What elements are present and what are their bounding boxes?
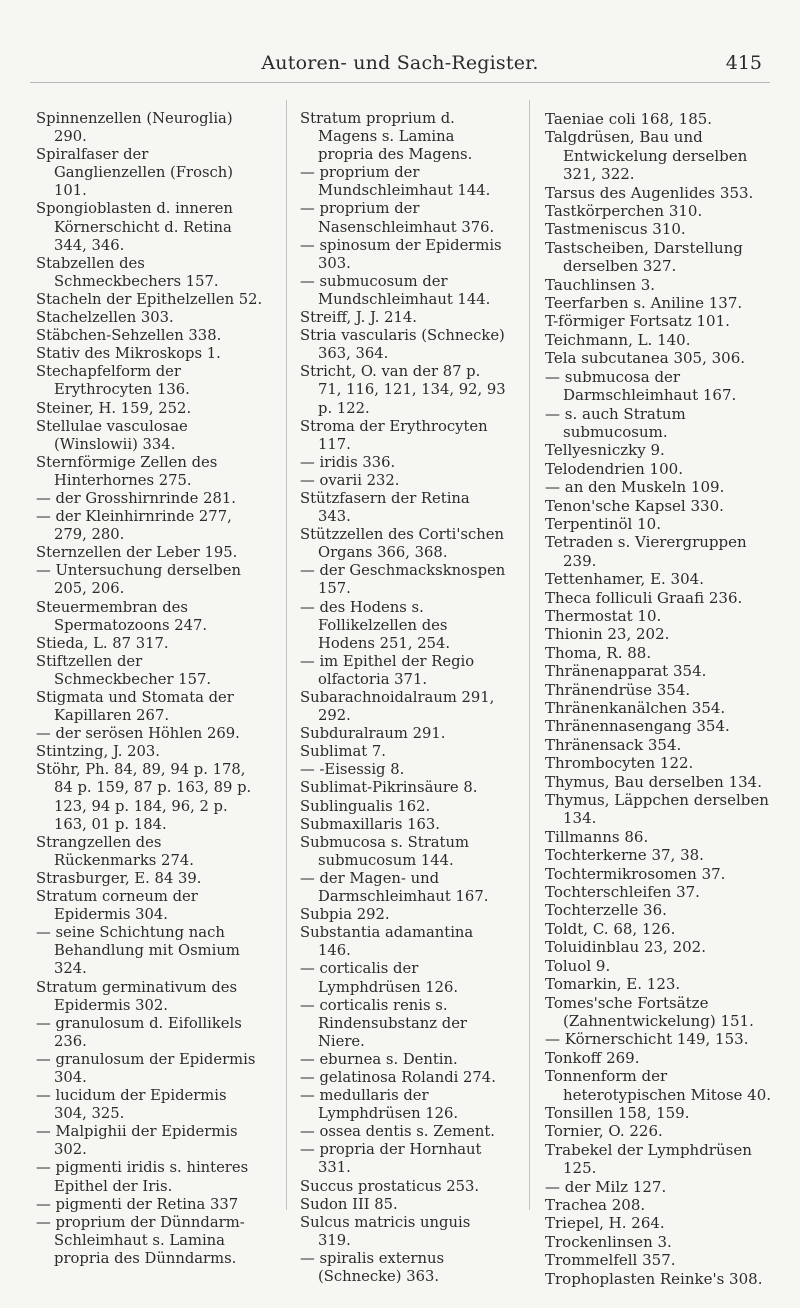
column-divider [286, 100, 287, 1210]
index-entry: — pigmenti iridis s. hinteres Epithel der Iris. [36, 1159, 249, 1195]
index-entry: Stützfasern der Retina 343. [300, 489, 470, 526]
index-entry: — submucosa der Darmschleimhaut 167. [545, 367, 737, 405]
index-entry: Tastkörperchen 310. [545, 202, 703, 221]
index-entry: Tauchlinsen 3. [545, 275, 656, 294]
index-entry: Thränendrüse 354. [545, 680, 691, 699]
index-entry: Tochterkerne 37, 38. [545, 846, 704, 865]
index-entry: Stratum germinativum des Epidermis 302. [36, 978, 238, 1014]
index-entry: Sublimat-Pikrinsäure 8. [300, 779, 478, 797]
index-entry: — proprium der Dünndarm-Schleimhaut s. Lamina propria des Dünndarms. [36, 1213, 245, 1267]
index-entry: — proprium der Nasenschleimhaut 376. [300, 200, 495, 236]
index-entry: Strasburger, E. 84 39. [36, 869, 202, 887]
index-entry: Trophoplasten Reinke's 308. [545, 1269, 763, 1288]
header-divider [30, 82, 770, 83]
page-number: 415 [725, 52, 762, 74]
index-entry: — iridis 336. [300, 453, 396, 471]
index-entry: Theca folliculi Graafi 236. [545, 588, 743, 607]
index-entry: — der Milz 127. [545, 1177, 667, 1196]
index-entry: — medullaris der Lymphdrüsen 126. [300, 1087, 459, 1123]
index-column-2 [300, 110, 506, 1286]
index-entry: Stria vascularis (Schnecke) 363, 364. [300, 327, 505, 363]
index-entry: — der serösen Höhlen 269. [36, 725, 240, 743]
index-entry: Stieda, L. 87 317. [36, 634, 169, 652]
index-entry: Spinnenzellen (Neuroglia) 290. [36, 110, 233, 146]
index-entry: Submaxillaris 163. [300, 815, 440, 833]
index-column-3 [545, 110, 775, 1288]
index-entry: Steiner, H. 159, 252. [36, 399, 192, 417]
index-entry: Trockenlinsen 3. [545, 1232, 672, 1251]
index-entry: Stativ des Mikroskops 1. [36, 345, 221, 363]
index-entry: Stachelzellen 303. [36, 309, 174, 327]
index-entry: Succus prostaticus 253. [300, 1177, 480, 1195]
index-entry: — im Epithel der Regio olfactoria 371. [300, 652, 475, 688]
index-entry: T-förmiger Fortsatz 101. [545, 312, 730, 331]
index-entry: — lucidum der Epidermis 304, 325. [36, 1087, 227, 1123]
index-entry: — gelatinosa Rolandi 274. [300, 1068, 496, 1086]
index-entry: Tornier, O. 226. [545, 1122, 663, 1141]
index-entry: Telodendrien 100. [545, 459, 683, 478]
column-divider [529, 100, 530, 1210]
index-entry: Stabzellen des Schmeckbechers 157. [36, 254, 219, 290]
index-entry: Tomes'sche Fortsätze (Zahnentwickelung) 151. [545, 993, 754, 1030]
index-entry: Strangzellen des Rückenmarks 274. [36, 833, 194, 869]
index-entry: Sublimat 7. [300, 743, 386, 761]
index-entry: Stratum corneum der Epidermis 304. [36, 888, 198, 924]
index-entry: — ovarii 232. [300, 471, 400, 489]
index-entry: — Körnerschicht 149, 153. [545, 1030, 749, 1049]
index-entry: Tenon'sche Kapsel 330. [545, 496, 724, 515]
index-entry: — granulosum der Epidermis 304. [36, 1050, 256, 1086]
index-entry: Stöhr, Ph. 84, 89, 94 p. 178, 84 p. 159, 87 p. 163, 89 p. 123, 94 p. 184, 96, 2 p. 163, 01 p. 184. [36, 761, 252, 833]
index-entry: Teichmann, L. 140. [545, 330, 691, 349]
index-entry: Thymus, Bau derselben 134. [545, 772, 762, 791]
index-entry: Tochterschleifen 37. [545, 883, 700, 902]
index-entry: Teerfarben s. Aniline 137. [545, 294, 743, 313]
index-entry: Tonnenform der heterotypischen Mitose 40. [545, 1067, 772, 1104]
index-entry: Stacheln der Epithelzellen 52. [36, 290, 263, 308]
index-entry: Trachea 208. [545, 1195, 646, 1214]
index-entry: — eburnea s. Dentin. [300, 1050, 458, 1068]
index-entry: Trabekel der Lymphdrüsen 125. [545, 1140, 752, 1178]
index-entry: — proprium der Mundschleimhaut 144. [300, 164, 491, 200]
index-entry: Spiralfaser der Ganglienzellen (Frosch) 101. [36, 146, 234, 200]
index-entry: — -Eisessig 8. [300, 761, 405, 779]
index-entry: — der Kleinhirnrinde 277, 279, 280. [36, 508, 232, 544]
index-entry: Tettenhamer, E. 304. [545, 570, 704, 589]
index-entry: — granulosum d. Eifollikels 236. [36, 1014, 242, 1050]
index-entry: Trommelfell 357. [545, 1251, 676, 1270]
index-entry: Subarachnoidalraum 291, 292. [300, 689, 495, 725]
index-entry: — pigmenti der Retina 337 [36, 1195, 239, 1213]
index-entry: — propria der Hornhaut 331. [300, 1141, 482, 1177]
index-entry: Stiftzellen der Schmeckbecher 157. [36, 652, 212, 688]
index-entry: Tellyesniczky 9. [545, 441, 665, 460]
index-entry: — Untersuchung derselben 205, 206. [36, 562, 241, 598]
index-entry: Thrombocyten 122. [545, 754, 694, 773]
index-entry: Tonkoff 269. [545, 1048, 640, 1067]
running-title: Autoren- und Sach-Register. [261, 52, 539, 74]
index-entry: Sternzellen der Leber 195. [36, 544, 238, 562]
index-entry: Thränenkanälchen 354. [545, 699, 726, 717]
index-entry: Toluidinblau 23, 202. [545, 938, 706, 957]
index-entry: Thränennasengang 354. [545, 717, 730, 736]
page-header [0, 52, 800, 92]
index-entry: Streiff, J. J. 214. [300, 309, 417, 327]
index-entry: Spongioblasten d. inneren Körnerschicht d. Retina 344, 346. [36, 200, 233, 254]
index-entry: Tochtermikrosomen 37. [545, 864, 726, 883]
index-entry: — spiralis externus (Schnecke) 363. [300, 1249, 445, 1285]
index-entry: Tastscheiben, Darstellung derselben 327. [545, 238, 743, 276]
index-entry: Thoma, R. 88. [545, 643, 652, 662]
index-entry: Taeniae coli 168, 185. [545, 110, 713, 128]
index-entry: Stratum proprium d. Magens s. Lamina propria des Magens. [300, 110, 473, 164]
index-entry: Toldt, C. 68, 126. [545, 919, 676, 938]
index-entry: Sulcus matricis unguis 319. [300, 1213, 471, 1249]
index-entry: Subduralraum 291. [300, 725, 446, 743]
index-entry: Tela subcutanea 305, 306. [545, 349, 746, 368]
index-entry: — Malpighii der Epidermis 302. [36, 1123, 238, 1159]
index-entry: — der Geschmacksknospen 157. [300, 562, 506, 598]
index-entry: Tetraden s. Vierergruppen 239. [545, 533, 747, 570]
index-entry: Substantia adamantina 146. [300, 924, 474, 960]
index-entry: Thionin 23, 202. [545, 625, 670, 644]
index-entry: — spinosum der Epidermis 303. [300, 236, 502, 272]
index-column-1 [36, 110, 264, 1268]
index-entry: Thränensack 354. [545, 735, 682, 754]
index-entry: — corticalis der Lymphdrüsen 126. [300, 960, 459, 996]
index-entry: Stechapfelform der Erythrocyten 136. [36, 363, 190, 399]
index-entry: Stroma der Erythrocyten 117. [300, 417, 488, 453]
index-entry: — der Grosshirnrinde 281. [36, 489, 236, 507]
index-entry: Stricht, O. van der 87 p. 71, 116, 121, 134, 92, 93 p. 122. [300, 363, 506, 417]
index-entry: Tarsus des Augenlides 353. [545, 183, 754, 202]
index-entry: Triepel, H. 264. [545, 1214, 665, 1233]
index-entry: — des Hodens s. Follikelzellen des Hodens 251, 254. [300, 598, 451, 652]
index-entry: Sublingualis 162. [300, 797, 431, 815]
index-entry: — s. auch Stratum submucosum. [545, 404, 686, 441]
index-entry: — ossea dentis s. Zement. [300, 1123, 495, 1141]
index-entry: — corticalis renis s. Rindensubstanz der Niere. [300, 996, 467, 1050]
index-entry: Tillmanns 86. [545, 827, 649, 846]
index-entry: Stützzellen des Corti'schen Organs 366, 368. [300, 526, 504, 562]
index-entry: Terpentinöl 10. [545, 514, 661, 533]
index-entry: Toluol 9. [545, 956, 611, 975]
index-entry: Thymus, Läppchen derselben 134. [545, 791, 769, 828]
index-entry: Tochterzelle 36. [545, 901, 667, 920]
index-entry: — der Magen- und Darmschleimhaut 167. [300, 869, 489, 906]
index-entry: — submucosum der Mundschleimhaut 144. [300, 272, 491, 308]
index-entry: Stäbchen-Sehzellen 338. [36, 327, 222, 345]
index-entry: — seine Schichtung nach Behandlung mit Osmium 324. [36, 924, 240, 978]
index-entry: Sternförmige Zellen des Hinterhornes 275. [36, 453, 218, 489]
index-entry: Talgdrüsen, Bau und Entwickelung derselben 321, 322. [545, 128, 748, 184]
index-entry: — an den Muskeln 109. [545, 478, 725, 497]
index-entry: Tonsillen 158, 159. [545, 1103, 690, 1122]
index-entry: Subpia 292. [300, 906, 390, 924]
index-entry: Tastmeniscus 310. [545, 220, 686, 239]
index-entry: Steuermembran des Spermatozoons 247. [36, 598, 208, 634]
index-entry: Stintzing, J. 203. [36, 743, 160, 761]
index-entry: Stellulae vasculosae (Winslowii) 334. [36, 417, 188, 453]
index-entry: Sudon III 85. [300, 1195, 398, 1213]
index-entry: Stigmata und Stomata der Kapillaren 267. [36, 689, 234, 725]
index-entry: Submucosa s. Stratum submucosum 144. [300, 833, 469, 869]
index-entry: Tomarkin, E. 123. [545, 975, 681, 994]
index-entry: Thermostat 10. [545, 606, 662, 625]
index-entry: Thränenapparat 354. [545, 662, 707, 681]
